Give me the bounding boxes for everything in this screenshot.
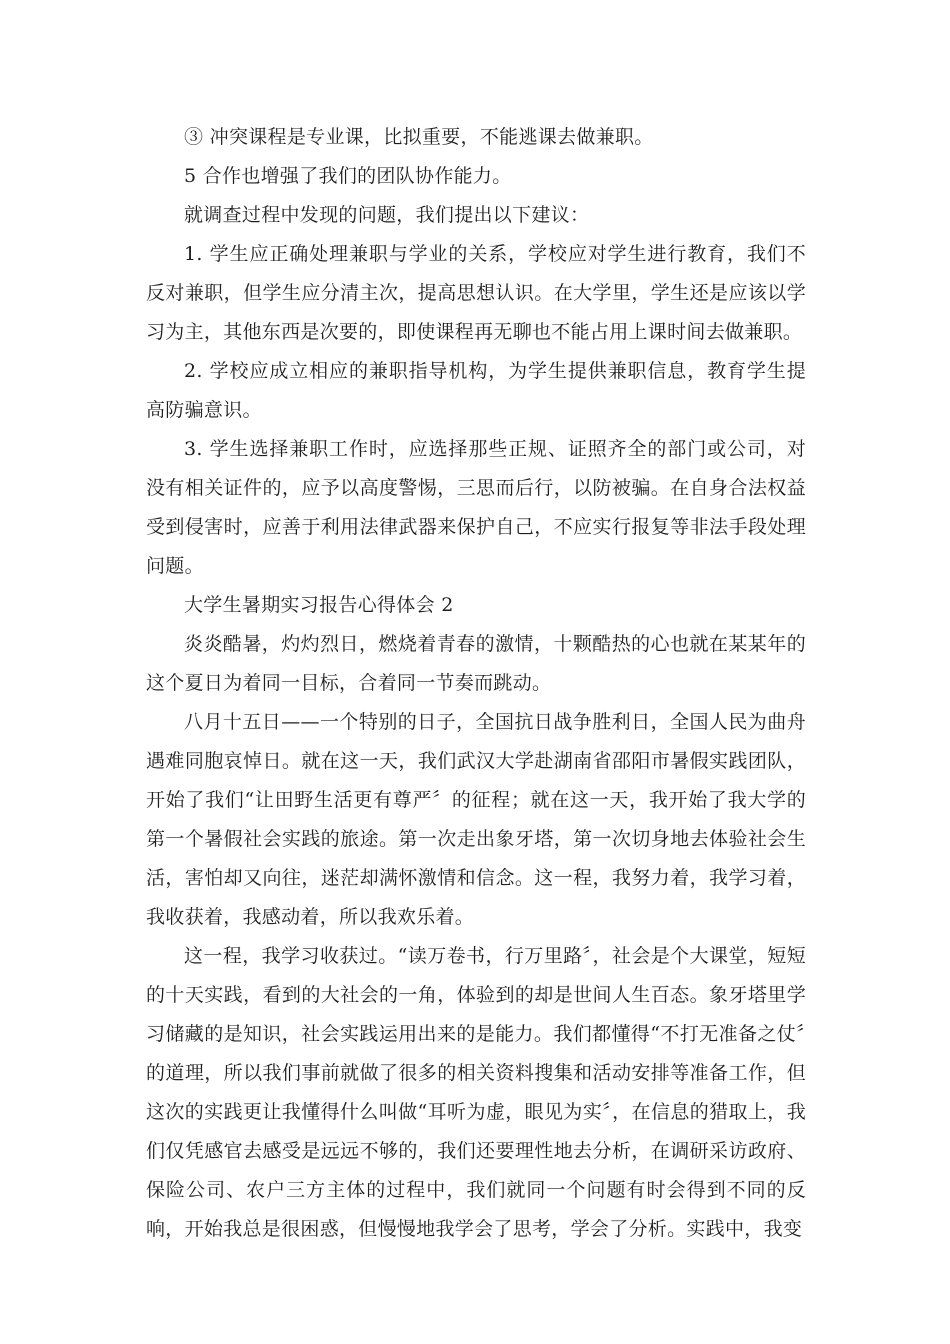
section-title: 大学生暑期实习报告心得体会 2	[184, 594, 454, 616]
paragraph-suggestion-3: 3. 学生选择兼职工作时，应选择那些正规、证照齐全的部门或公司，对没有相关证件的，应予以高度警惕，三思而后行，以防被骗。在自身合法权益受到侵害时，应善于利用法律武器来保护自己，不应实行报复等非法手段处理问题。	[146, 438, 806, 577]
paragraph-learning-gains: 这一程，我学习收获过。“读万卷书，行万里路〞，社会是个大课堂，短短的十天实践，看到的大社会的一角，体验到的却是世间人生百态。象牙塔里学习储藏的是知识，社会实践运用出来的是能力。我们都懂得“不打无准备之仗〞的道理，所以我们事前就做了很多的相关资料搜集和活动安排等准备工作，但这次的实践更让我懂得什么叫做“耳听为虚，眼见为实〞，在信息的猎取上，我们仅凭感官去感受是远远不够的，我们还要理性地去分析，在调研采访政府、保险公司、农户三方主体的过程中，我们就同一个问题有时会得到不同的反响，开始我总是很困惑，但慢慢地我学会了思考，学会了分析。实践中，我变	[146, 945, 806, 1240]
paragraph-suggestions-intro: 就调查过程中发现的问题，我们提出以下建议：	[184, 204, 590, 226]
document-body	[146, 118, 806, 1249]
paragraph-summer-intro: 炎炎酷暑，灼灼烈日，燃烧着青春的激情，十颗酷热的心也就在某某年的这个夏日为着同一目标，合着同一节奏而跳动。	[146, 633, 806, 694]
paragraph-suggestion-2: 2. 学校应成立相应的兼职指导机构，为学生提供兼职信息，教育学生提高防骗意识。	[146, 360, 806, 421]
paragraph-conflict-course: ③ 冲突课程是专业课，比拟重要，不能逃课去做兼职。	[184, 126, 654, 148]
paragraph-august-15: 八月十五日——一个特别的日子，全国抗日战争胜利日，全国人民为曲舟遇难同胞哀悼日。就在这一天，我们武汉大学赴湖南省邵阳市暑假实践团队，开始了我们“让田野生活更有尊严〞的征程；就在这一天，我开始了我大学的第一个暑假社会实践的旅途。第一次走出象牙塔，第一次切身地去体验社会生活，害怕却又向往，迷茫却满怀激情和信念。这一程，我努力着，我学习着，我收获着，我感动着，所以我欢乐着。	[146, 711, 806, 928]
paragraph-suggestion-1: 1. 学生应正确处理兼职与学业的关系，学校应对学生进行教育，我们不反对兼职，但学生应分清主次，提高思想认识。在大学里，学生还是应该以学习为主，其他东西是次要的，即使课程再无聊也不能占用上课时间去做兼职。	[146, 243, 806, 343]
paragraph-teamwork: 5 合作也增强了我们的团队协作能力。	[184, 165, 512, 187]
